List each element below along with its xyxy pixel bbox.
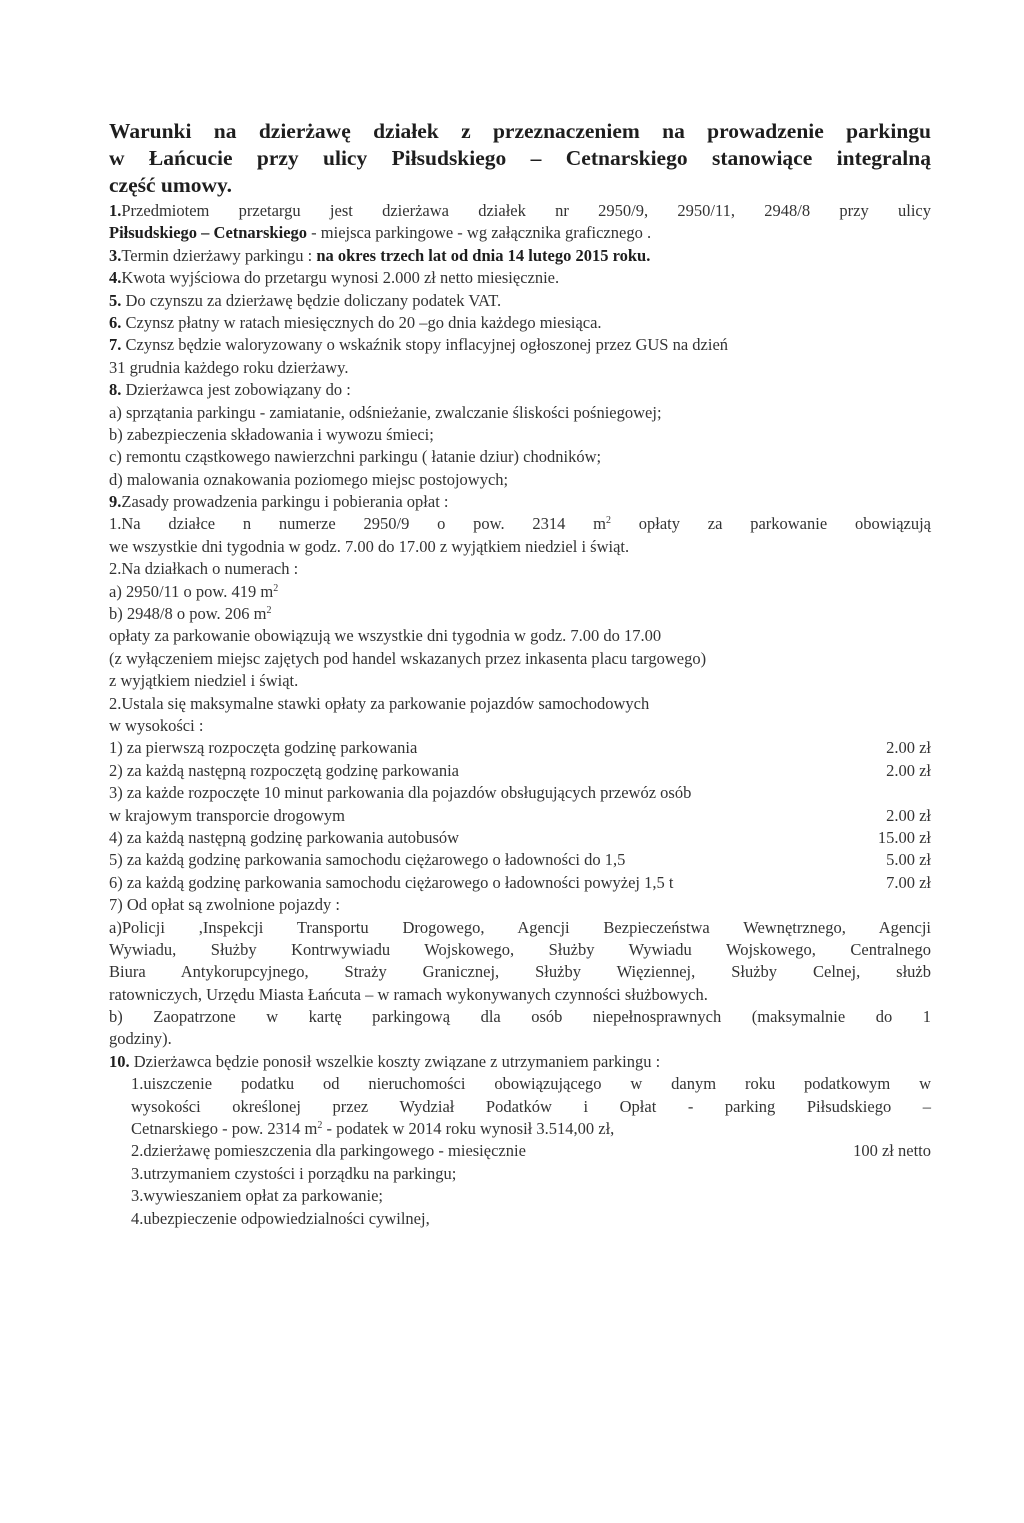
clause-10-number: 10. [109, 1051, 130, 1071]
clause-6-number: 6. [109, 312, 122, 332]
title-line-3: część umowy. [109, 173, 232, 197]
clause-9-text: Zasady prowadzenia parkingu i pobierania opłat : [121, 492, 449, 512]
rate-row [109, 805, 931, 827]
exemptions-a-line-2: Wywiadu, Służby Kontrwywiadu Wojskowego, Służby Wywiadu Wojskowego, Centralnego [109, 939, 931, 959]
clause-10-1-text-a: Cetnarskiego - pow. 2314 m [131, 1119, 318, 1139]
exemptions-b-line-2: godziny). [109, 1029, 172, 1049]
clause-9-1-text-a: 1.Na działce n numerze 2950/9 o pow. 2314 m [109, 514, 606, 534]
clause-10-1-line-3 [109, 1118, 931, 1140]
superscript: 2 [605, 515, 611, 527]
clause-7-number: 7. [109, 335, 122, 355]
rate-label: 4) za każdą następną godzinę parkowania autobusów [109, 827, 460, 847]
clause-9-number: 9. [109, 492, 122, 512]
clause-8-number: 8. [109, 380, 122, 400]
clause-8-a: a) sprzątania parkingu - zamiatanie, odśnieżanie, zwalczanie śliskości pośniegowej; [109, 402, 662, 422]
clause-9-1-text-b: opłaty za parkowanie obowiązują [610, 514, 931, 534]
rate-row [109, 737, 931, 759]
clause-4-text: Kwota wyjściowa do przetargu wynosi 2.000 zł netto miesięcznie. [121, 268, 560, 288]
rate-amount: 5.00 zł [886, 850, 931, 870]
clause-10-1-text-b: - podatek w 2014 roku wynosił 3.514,00 zł, [322, 1119, 615, 1139]
clause-9-2-head: 2.Na działkach o numerach : [109, 559, 299, 579]
exemptions-b-line-1: b) Zaopatrzone w kartę parkingową dla osób niepełnosprawnych (maksymalnie do 1 [109, 1007, 931, 1027]
exemptions-a-line-1: a)Policji ,Inspekcji Transportu Drogowego, Agencji Bezpieczeństwa Wewnętrznego, Agencji [109, 917, 931, 937]
document-body [109, 200, 931, 1230]
exemptions-a-line-3: Biura Antykorupcyjnego, Straży Granicznej, Służby Więziennej, Służby Celnej, służb [109, 962, 931, 982]
rate-label: 6) za każdą godzinę parkowania samochodu ciężarowego o ładowności powyżej 1,5 t [109, 872, 674, 892]
clause-3-term: na okres trzech lat od dnia 14 lutego 2015 roku. [316, 245, 651, 265]
clause-5 [109, 290, 931, 312]
clause-6-text: Czynsz płatny w ratach miesięcznych do 20 –go dnia każdego miesiąca. [121, 312, 602, 332]
rate-label: w krajowym transporcie drogowym [109, 805, 345, 825]
rate-amount: 2.00 zł [886, 760, 931, 780]
clause-10-3: 3.utrzymaniem czystości i porządku na parkingu; [131, 1163, 457, 1183]
clause-4 [109, 267, 931, 289]
rate-label: 5) za każdą godzinę parkowania samochodu ciężarowego o ładowności do 1,5 [109, 850, 626, 870]
clause-9-2-b [109, 603, 931, 625]
rate-3-line-1: 3) za każde rozpoczęte 10 minut parkowania dla pojazdów obsługujących przewóz osób [109, 783, 692, 803]
clause-8-b: b) zabezpieczenia składowania i wywozu śmieci; [109, 424, 434, 444]
rate-row [109, 827, 931, 849]
clause-9-2-a [109, 581, 931, 603]
clause-1-line-1 [109, 200, 931, 222]
superscript: 2 [266, 605, 272, 617]
clause-5-number: 5. [109, 290, 122, 310]
plot-a-text: a) 2950/11 o pow. 419 m [109, 581, 274, 601]
clause-7-line-2: 31 grudnia każdego roku dzierżawy. [109, 357, 349, 377]
clause-9-1-line-1 [109, 513, 931, 535]
clause-9-2-line-5: z wyjątkiem niedziel i świąt. [109, 671, 299, 691]
exemptions-a-line-4: ratowniczych, Urzędu Miasta Łańcuta – w ramach wykonywanych czynności służbowych. [109, 984, 708, 1004]
clause-10-4: 4.ubezpieczenie odpowiedzialności cywilnej, [131, 1208, 430, 1228]
clause-9 [109, 491, 931, 513]
clause-10-2 [109, 1140, 931, 1162]
clause-1-text: Przedmiotem przetargu jest dzierżawa działek nr 2950/9, 2950/11, 2948/8 przy ulicy [121, 201, 931, 220]
clause-1-rest: - miejsca parkingowe - wg załącznika graficznego . [307, 223, 652, 243]
rate-amount: 2.00 zł [886, 738, 931, 758]
title-line-2: w Łańcucie przy ulicy Piłsudskiego – Cetnarskiego stanowiące integralną [109, 146, 931, 170]
rate-row [109, 849, 931, 871]
clause-10-2-label: 2.dzierżawę pomieszczenia dla parkingowego - miesięcznie [131, 1141, 526, 1161]
clause-9-2-line-4: (z wyłączeniem miejsc zajętych pod handel wskazanych przez inkasenta placu targowego) [109, 648, 707, 668]
clause-3-text: Termin dzierżawy parkingu : [121, 245, 317, 265]
clause-9-3-line-1: 2.Ustala się maksymalne stawki opłaty za parkowanie pojazdów samochodowych [109, 693, 650, 713]
clause-3-number: 3. [109, 245, 122, 265]
rate-amount: 7.00 zł [886, 872, 931, 892]
clause-6 [109, 312, 931, 334]
clause-10-1-line-2: wysokości określonej przez Wydział Podatków i Opłat - parking Piłsudskiego – [131, 1096, 931, 1116]
clause-9-2-line-3: opłaty za parkowanie obowiązują we wszystkie dni tygodnia w godz. 7.00 do 17.00 [109, 626, 662, 646]
superscript: 2 [273, 582, 279, 594]
clause-8-c: c) remontu cząstkowego nawierzchni parkingu ( łatanie dziur) chodników; [109, 447, 602, 467]
clause-8 [109, 379, 931, 401]
plot-b-text: b) 2948/8 o pow. 206 m [109, 604, 267, 624]
clause-7-line-1 [109, 334, 931, 356]
clause-5-text: Do czynszu za dzierżawę będzie doliczany podatek VAT. [121, 290, 502, 310]
clause-1-line-2 [109, 222, 931, 244]
rate-label: 1) za pierwszą rozpoczęta godzinę parkowania [109, 738, 418, 758]
clause-10-2-amount: 100 zł netto [853, 1141, 931, 1161]
clause-10-text: Dzierżawca będzie ponosił wszelkie koszty związane z utrzymaniem parkingu : [129, 1051, 661, 1071]
title-line-1: Warunki na dzierżawę działek z przeznaczeniem na prowadzenie parkingu [109, 119, 931, 143]
clause-9-1-line-2: we wszystkie dni tygodnia w godz. 7.00 do 17.00 z wyjątkiem niedziel i świąt. [109, 536, 630, 556]
rate-label: 2) za każdą następną rozpoczętą godzinę parkowania [109, 760, 459, 780]
superscript: 2 [317, 1120, 323, 1132]
rate-row [109, 760, 931, 782]
clause-10-3b: 3.wywieszaniem opłat za parkowanie; [131, 1186, 383, 1206]
clause-4-number: 4. [109, 268, 122, 288]
clause-3 [109, 245, 931, 267]
rate-amount: 2.00 zł [886, 805, 931, 825]
exemptions-head: 7) Od opłat są zwolnione pojazdy : [109, 895, 340, 915]
clause-10-1-line-1: 1.uiszczenie podatku od nieruchomości obowiązującego w danym roku podatkowym w [131, 1074, 931, 1094]
document-title [109, 118, 931, 199]
rate-amount: 15.00 zł [877, 827, 931, 847]
clause-7-text: Czynsz będzie waloryzowany o wskaźnik stopy inflacyjnej ogłoszonej przez GUS na dzień [121, 335, 729, 355]
rate-row [109, 872, 931, 894]
clause-10 [109, 1051, 931, 1073]
clause-9-3-line-2: w wysokości : [109, 715, 204, 735]
clause-1-number: 1. [109, 201, 122, 220]
clause-8-d: d) malowania oznakowania poziomego miejsc postojowych; [109, 469, 509, 489]
clause-1-location: Piłsudskiego – Cetnarskiego [109, 223, 308, 243]
clause-8-text: Dzierżawca jest zobowiązany do : [121, 380, 351, 400]
